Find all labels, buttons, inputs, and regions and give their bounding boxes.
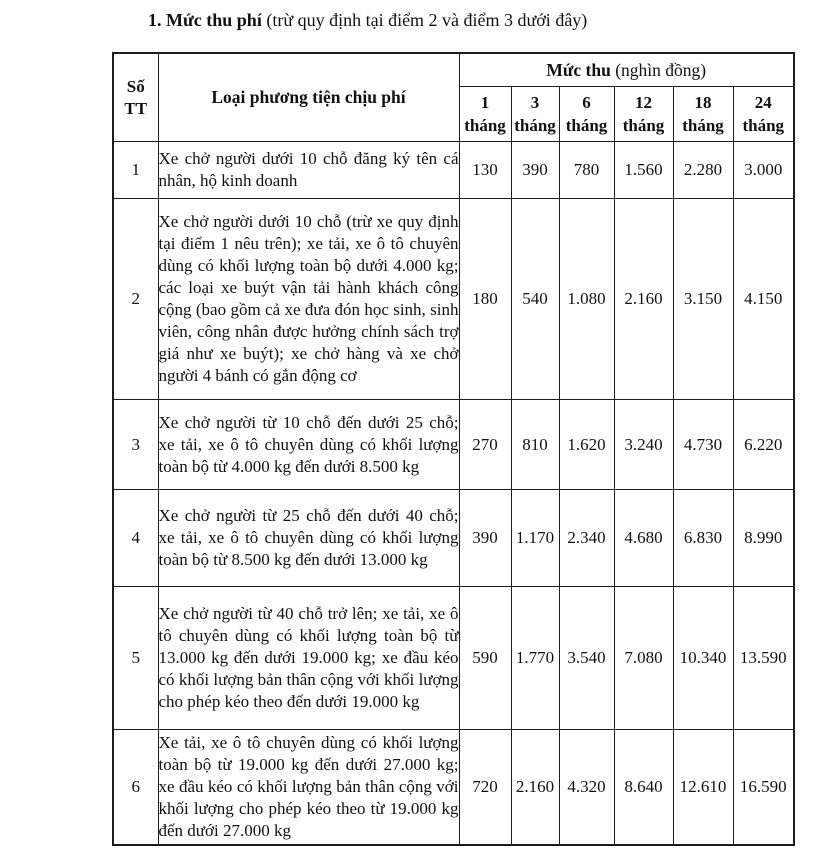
fee-value: 4.730 [673,400,733,490]
header-fee-title: Mức thu [546,59,611,80]
fee-value: 2.160 [511,730,559,845]
header-stt-line1: Số [126,76,145,96]
fee-value: 1.560 [614,142,673,199]
header-fee-group [459,53,794,87]
header-month-6 [559,87,614,142]
month-number: 24 [754,93,772,112]
header-month-3 [511,87,559,142]
month-unit: tháng [682,116,724,135]
fee-value: 7.080 [614,587,673,730]
fee-value: 810 [511,400,559,490]
row-number: 3 [113,400,158,490]
fee-value: 720 [459,730,511,845]
header-month-12 [614,87,673,142]
header-row-top [113,53,794,87]
fee-value: 3.240 [614,400,673,490]
vehicle-description: Xe chở người từ 40 chỗ trở lên; xe tải, xe ô tô chuyên dùng có khối lượng toàn bộ từ 13.000 kg đến dưới 19.000 kg; xe đầu kéo có khối lượng bản thân cộng với khối lượng cho phép kéo theo đến dưới 19.000 kg [158,587,459,730]
fee-value: 2.280 [673,142,733,199]
fee-value: 1.770 [511,587,559,730]
fee-value: 2.160 [614,199,673,400]
vehicle-description: Xe chở người dưới 10 chỗ đăng ký tên cá nhân, hộ kinh doanh [158,142,459,199]
header-month-1 [459,87,511,142]
fee-value: 590 [459,587,511,730]
vehicle-description: Xe tải, xe ô tô chuyên dùng có khối lượng toàn bộ từ 19.000 kg đến dưới 27.000 kg; xe đầu kéo có khối lượng bản thân cộng với khối lượng cho phép kéo theo từ 19.000 kg đến dưới 27.000 kg [158,730,459,845]
table-row [113,142,794,199]
table-row [113,587,794,730]
fee-value: 8.640 [614,730,673,845]
month-unit: tháng [565,116,608,135]
header-fee-unit: (nghìn đồng) [610,59,707,80]
fee-value: 3.000 [733,142,794,199]
fee-value: 3.150 [673,199,733,400]
header-month-24 [733,87,794,142]
month-unit: tháng [464,116,506,135]
page-title [148,8,587,32]
month-number: 12 [635,93,652,112]
header-stt-line2: TT [124,98,148,118]
table-row [113,199,794,400]
fee-value: 1.620 [559,400,614,490]
fee-value: 13.590 [733,587,794,730]
fee-value: 16.590 [733,730,794,845]
fee-value: 1.170 [511,490,559,587]
fee-value: 6.830 [673,490,733,587]
fee-value: 1.080 [559,199,614,400]
month-unit: tháng [622,116,665,135]
fee-value: 4.680 [614,490,673,587]
fee-table [112,52,795,846]
row-number: 4 [113,490,158,587]
fee-value: 4.150 [733,199,794,400]
row-number: 5 [113,587,158,730]
month-number: 6 [582,93,591,112]
header-vehicle-type: Loại phương tiện chịu phí [158,53,459,142]
fee-value: 130 [459,142,511,199]
month-unit: tháng [514,116,556,135]
table-row [113,730,794,845]
fee-value: 540 [511,199,559,400]
table-row [113,400,794,490]
fee-value: 4.320 [559,730,614,845]
header-stt [113,53,158,142]
vehicle-description: Xe chở người từ 25 chỗ đến dưới 40 chỗ; xe tải, xe ô tô chuyên dùng có khối lượng toàn bộ từ 8.500 kg đến dưới 13.000 kg [158,490,459,587]
row-number: 2 [113,199,158,400]
month-number: 18 [694,93,712,112]
table-row [113,490,794,587]
vehicle-description: Xe chở người từ 10 chỗ đến dưới 25 chỗ; xe tải, xe ô tô chuyên dùng có khối lượng toàn bộ từ 4.000 kg đến dưới 8.500 kg [158,400,459,490]
header-month-18 [673,87,733,142]
page-title-rest: (trừ quy định tại điểm 2 và điểm 3 dưới đây) [261,10,588,30]
month-unit: tháng [742,116,785,135]
fee-value: 390 [511,142,559,199]
row-number: 1 [113,142,158,199]
fee-value: 780 [559,142,614,199]
fee-value: 6.220 [733,400,794,490]
fee-value: 12.610 [673,730,733,845]
fee-value: 180 [459,199,511,400]
fee-value: 270 [459,400,511,490]
vehicle-description: Xe chở người dưới 10 chỗ (trừ xe quy định tại điểm 1 nêu trên); xe tải, xe ô tô chuyên dùng có khối lượng toàn bộ dưới 4.000 kg; các loại xe buýt vận tải hành khách công cộng (bao gồm cả xe đưa đón học sinh, sinh viên, công nhân được hưởng chính sách trợ giá như xe buýt); xe chở hàng và xe chở người 4 bánh có gắn động cơ [158,199,459,400]
month-number: 1 [480,93,490,112]
fee-value: 3.540 [559,587,614,730]
fee-value: 2.340 [559,490,614,587]
fee-value: 8.990 [733,490,794,587]
fee-value: 10.340 [673,587,733,730]
month-number: 3 [530,93,540,112]
row-number: 6 [113,730,158,845]
fee-value: 390 [459,490,511,587]
page-title-bold: 1. Mức thu phí [148,10,262,30]
